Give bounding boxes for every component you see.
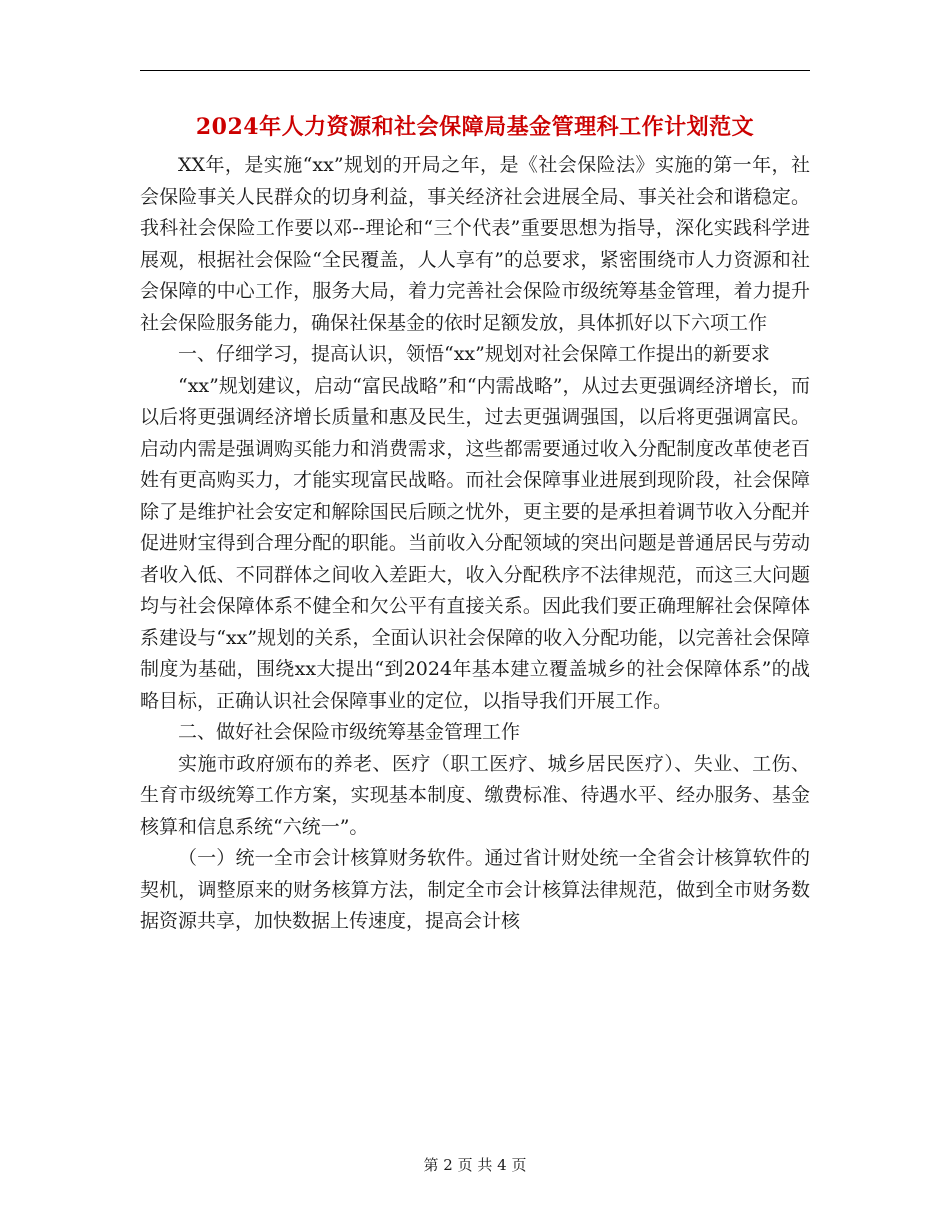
paragraph-section-1: “xx”规划建议，启动“富民战略”和“内需战略”，从过去更强调经济增长，而以后将更强调经济增长质量和惠及民生，过去更强调强国，以后将更强调富民。启动内需是强调购买能力和消费需求，这些都需要通过收入分配制度改革使老百姓有更高购买力，才能实现富民战略。而社会保障事业进展到现阶段，社会保障除了是维护社会安定和解除国民后顾之忧外，更主要的是承担着调节收入分配并促进财宝得到合理分配的职能。当前收入分配领域的突出问题是普通居民与劳动者收入低、不同群体之间收入差距大，收入分配秩序不法律规范，而这三大问题均与社会保障体系不健全和欠公平有直接关系。因此我们要正确理解社会保障体系建设与“xx”规划的关系，全面认识社会保障的收入分配功能，以完善社会保障制度为基础，围绕xx大提出“到2024年基本建立覆盖城乡的社会保障体系”的战略目标，正确认识社会保障事业的定位，以指导我们开展工作。 bbox=[140, 374, 810, 712]
heading-section-1: 一、仔细学习，提高认识，领悟“xx”规划对社会保障工作提出的新要求 bbox=[178, 343, 770, 365]
header-rule bbox=[140, 70, 810, 71]
paragraph-section-2: 实施市政府颁布的养老、医疗（职工医疗、城乡居民医疗）、失业、工伤、生育市级统筹工作方案，实现基本制度、缴费标准、待遇水平、经办服务、基金核算和信息系统“六统一”。 bbox=[140, 752, 810, 838]
page-number-footer: 第 2 页 共 4 页 bbox=[423, 1156, 527, 1174]
document-title: 2024年人力资源和社会保障局基金管理科工作计划范文 bbox=[195, 114, 755, 140]
heading-section-2: 二、做好社会保险市级统筹基金管理工作 bbox=[178, 721, 521, 743]
paragraph-subsection-1: （一）统一全市会计核算财务软件。通过省计财处统一全省会计核算软件的契机，调整原来的财务核算方法，制定全市会计核算法律规范，做到全市财务数据资源共享，加快数据上传速度，提高会计核 bbox=[140, 847, 810, 932]
paragraph-intro: XX年，是实施“xx”规划的开局之年，是《社会保险法》实施的第一年，社会保险事关人民群众的切身利益，事关经济社会进展全局、事关社会和谐稳定。我科社会保险工作要以邓--理论和“三个代表”重要思想为指导，深化实践科学进展观，根据社会保险“全民覆盖，人人享有”的总要求，紧密围绕市人力资源和社会保障的中心工作，服务大局，着力完善社会保险市级统筹基金管理，着力提升社会保险服务能力，确保社保基金的依时足额发放，具体抓好以下六项工作 bbox=[140, 154, 810, 334]
document-body bbox=[140, 150, 810, 938]
